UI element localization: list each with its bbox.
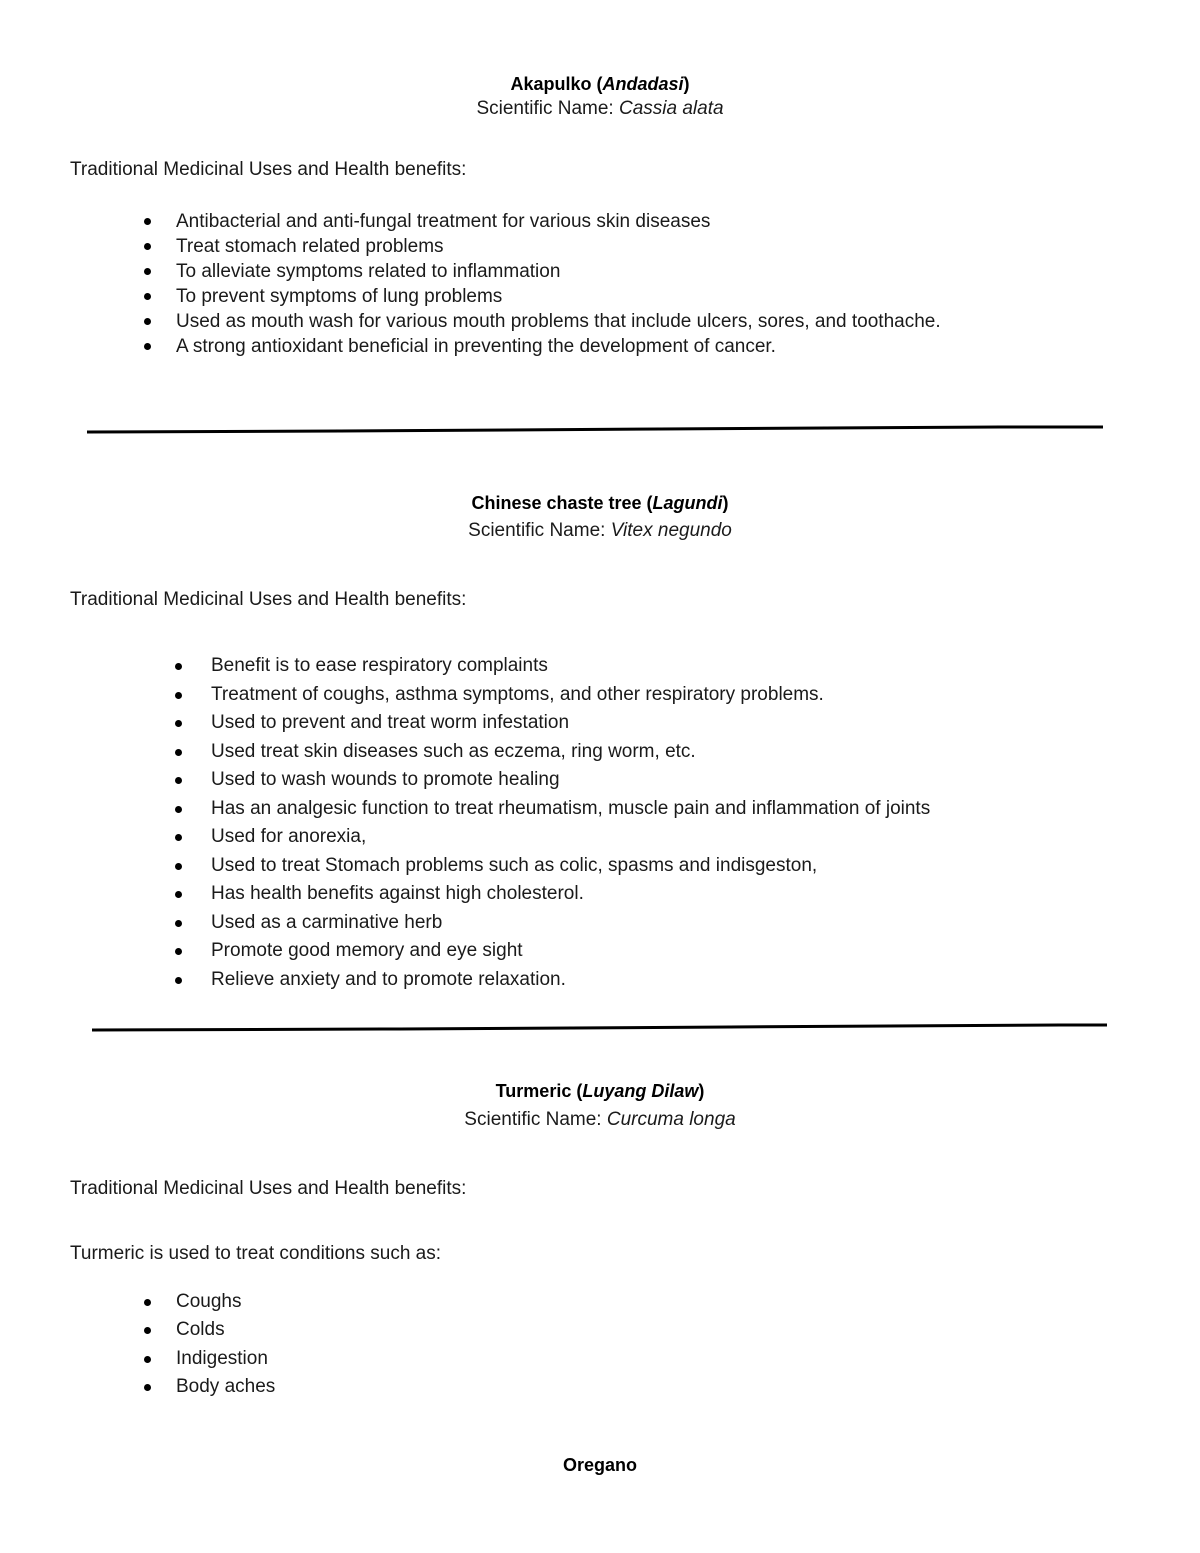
list-item: Indigestion [176, 1345, 275, 1373]
list-item: Has an analgesic function to treat rheumatism, muscle pain and inflammation of joints [211, 795, 930, 824]
uses-heading: Traditional Medicinal Uses and Health benefits: [70, 1178, 467, 1199]
list-item: A strong antioxidant beneficial in preventing the development of cancer. [176, 334, 941, 359]
scientific-name: Scientific Name: Cassia alata [476, 98, 724, 119]
list-item: Used as a carminative herb [211, 909, 930, 938]
list-item: Used treat skin diseases such as eczema, ring worm, etc. [211, 738, 930, 767]
list-item: Body aches [176, 1373, 275, 1401]
list-item: Used for anorexia, [211, 823, 930, 852]
uses-list [176, 1288, 275, 1401]
list-item: Colds [176, 1316, 275, 1344]
intro-text: Turmeric is used to treat conditions such as: [70, 1243, 442, 1264]
scientific-name: Scientific Name: Vitex negundo [468, 520, 732, 541]
plant-title: Oregano [562, 1455, 637, 1475]
list-item: Used to treat Stomach problems such as colic, spasms and indisgeston, [211, 852, 930, 881]
list-item: Used to prevent and treat worm infestation [211, 709, 930, 738]
plant-title: Akapulko (Andadasi) [510, 74, 690, 94]
plant-title: Chinese chaste tree (Lagundi) [471, 493, 729, 513]
list-item: To alleviate symptoms related to inflammation [176, 259, 941, 284]
list-item: Promote good memory and eye sight [211, 937, 930, 966]
uses-heading: Traditional Medicinal Uses and Health benefits: [70, 589, 467, 610]
list-item: Treatment of coughs, asthma symptoms, and other respiratory problems. [211, 681, 930, 710]
uses-list [211, 652, 930, 994]
uses-heading: Traditional Medicinal Uses and Health benefits: [70, 159, 467, 180]
list-item: Antibacterial and anti-fungal treatment for various skin diseases [176, 209, 941, 234]
scientific-name: Scientific Name: Curcuma longa [464, 1109, 736, 1130]
list-item: Benefit is to ease respiratory complaints [211, 652, 930, 681]
list-item: Used to wash wounds to promote healing [211, 766, 930, 795]
list-item: Relieve anxiety and to promote relaxation. [211, 966, 930, 995]
list-item: Has health benefits against high cholesterol. [211, 880, 930, 909]
list-item: Treat stomach related problems [176, 234, 941, 259]
plant-title: Turmeric (Luyang Dilaw) [495, 1081, 705, 1101]
list-item: Coughs [176, 1288, 275, 1316]
list-item: Used as mouth wash for various mouth problems that include ulcers, sores, and toothache. [176, 311, 941, 332]
list-item: To prevent symptoms of lung problems [176, 284, 941, 309]
